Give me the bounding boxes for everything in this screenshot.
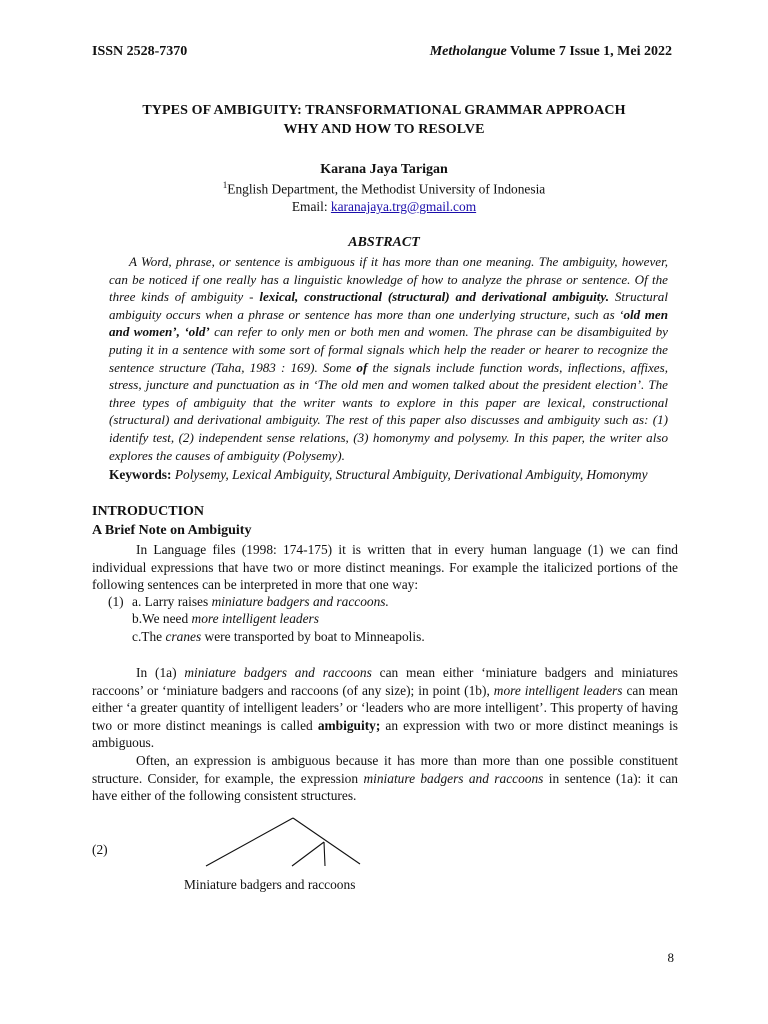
journal-volume: Volume 7 Issue 1, Mei 2022 — [506, 44, 672, 59]
affiliation-sup: 1 — [222, 180, 228, 190]
para2-a: In (1a) — [136, 665, 185, 680]
tree-branch-mid — [324, 842, 325, 866]
para2-b: can mean either ‘miniature badgers and miniatures raccoons’ or ‘miniature badgers and raccoons (of any size); in point (1b), — [92, 665, 678, 698]
abstract-p4: the signals include function words, inflections, affixes, stress, juncture and punctuation as in ‘The old men and women talked about the president election’. The three types of ambiguity that the writer wants to explore in this paper are lexical, constructional (structural) and derivational ambiguity. The rest of this paper also discusses and ambiguity such as: (1) identify test, (2) independent sense relations, (3) homonymy and polysemy. In this paper, the writer also explores the causes of ambiguity (Polysemy). — [109, 359, 668, 463]
para3-a: Often, an expression is ambiguous because it has more than more than one possible constituent structure. Consider, for example, the expression — [92, 753, 678, 786]
para2-d: an expression with two or more distinct meanings is ambiguous. — [92, 717, 678, 751]
ex-b-italic: more intelligent leaders — [191, 611, 319, 626]
abstract-heading: ABSTRACT — [348, 235, 420, 250]
author-name: Karana Jaya Tarigan — [320, 162, 448, 177]
keywords-label: Keywords: — [109, 467, 172, 482]
abstract-p1-bold: lexical, constructional (structural) and derivational ambiguity. — [259, 289, 610, 305]
keywords-list: Polysemy, Lexical Ambiguity, Structural Ambiguity, Derivational Ambiguity, Homonymy — [171, 467, 648, 482]
ex-c-italic: cranes — [165, 629, 202, 644]
ex-b-text: b.We need — [132, 611, 192, 626]
abstract-p2-bold: old men and women’, ‘old’ — [109, 306, 668, 340]
example1-number: (1) — [108, 594, 124, 609]
paper-title-line1: TYPES OF AMBIGUITY: TRANSFORMATIONAL GRAMMAR APPROACH — [142, 103, 626, 118]
ex-a-italic: miniature badgers and raccoons. — [211, 594, 389, 609]
ex-c-text: c.The — [132, 629, 166, 644]
tree-branch-left — [206, 818, 293, 866]
para3-it: miniature badgers and raccoons — [363, 770, 544, 786]
abstract-p3-bold: of — [356, 359, 368, 375]
page-number: 8 — [667, 950, 674, 965]
tree-branch-inner — [292, 842, 324, 866]
abstract-p3: can refer to only men or both men and women. The phrase can be disambiguited by puting it in a sentence with some sort of formal signals which help the reader or hearer to recognize the sentence structure (Taha, 1983 : 169). Some — [109, 324, 668, 375]
para3-b: in sentence (1a): it can have either of the following consistent structures. — [92, 770, 678, 804]
paper-title-line2: WHY AND HOW TO RESOLVE — [283, 122, 485, 137]
abstract-p2: Structural ambiguity occurs when a phrase or sentence has more than one underlying structure, such as ‘ — [109, 289, 668, 322]
tree-caption: Miniature badgers and raccoons — [184, 877, 356, 892]
email-link[interactable]: karanajaya.trg@gmail.com — [330, 199, 477, 214]
intro-heading: INTRODUCTION — [92, 504, 205, 519]
abstract-p1: A Word, phrase, or sentence is ambiguous if it has more than one meaning. The ambiguity, however, can be noticed if one really has a linguistic knowledge of how to analyze the phrase or sentence. Of the three kinds of ambiguity - — [109, 254, 668, 305]
para2-it2: more intelligent leaders — [493, 682, 623, 698]
para2-it1: miniature badgers and raccoons — [184, 665, 372, 680]
ex-c-post: were transported by boat to Minneapolis. — [201, 629, 425, 644]
affiliation-text: English Department, the Methodist University of Indonesia — [227, 181, 546, 197]
ex-a-text: a. Larry raises — [132, 594, 212, 609]
para2-bold: ambiguity; — [317, 717, 381, 733]
email-label: Email: — [291, 199, 331, 214]
journal-name: Metholangue — [429, 44, 507, 59]
issn: ISSN 2528-7370 — [92, 44, 188, 59]
para2-c: can mean either ‘a greater quantity of intelligent leaders’ or ‘leaders who are more intelligent’. This property of having two or more distinct meanings is called — [92, 682, 678, 733]
intro-para1-text: In Language files (1998: 174-175) it is written that in every human language (1) we can find individual expressions that have two or more distinct meanings. For example the italicized portions of the following sentences can be interpreted in more that one way: — [92, 542, 678, 593]
intro-subheading: A Brief Note on Ambiguity — [92, 523, 252, 538]
example2-number: (2) — [92, 842, 108, 857]
